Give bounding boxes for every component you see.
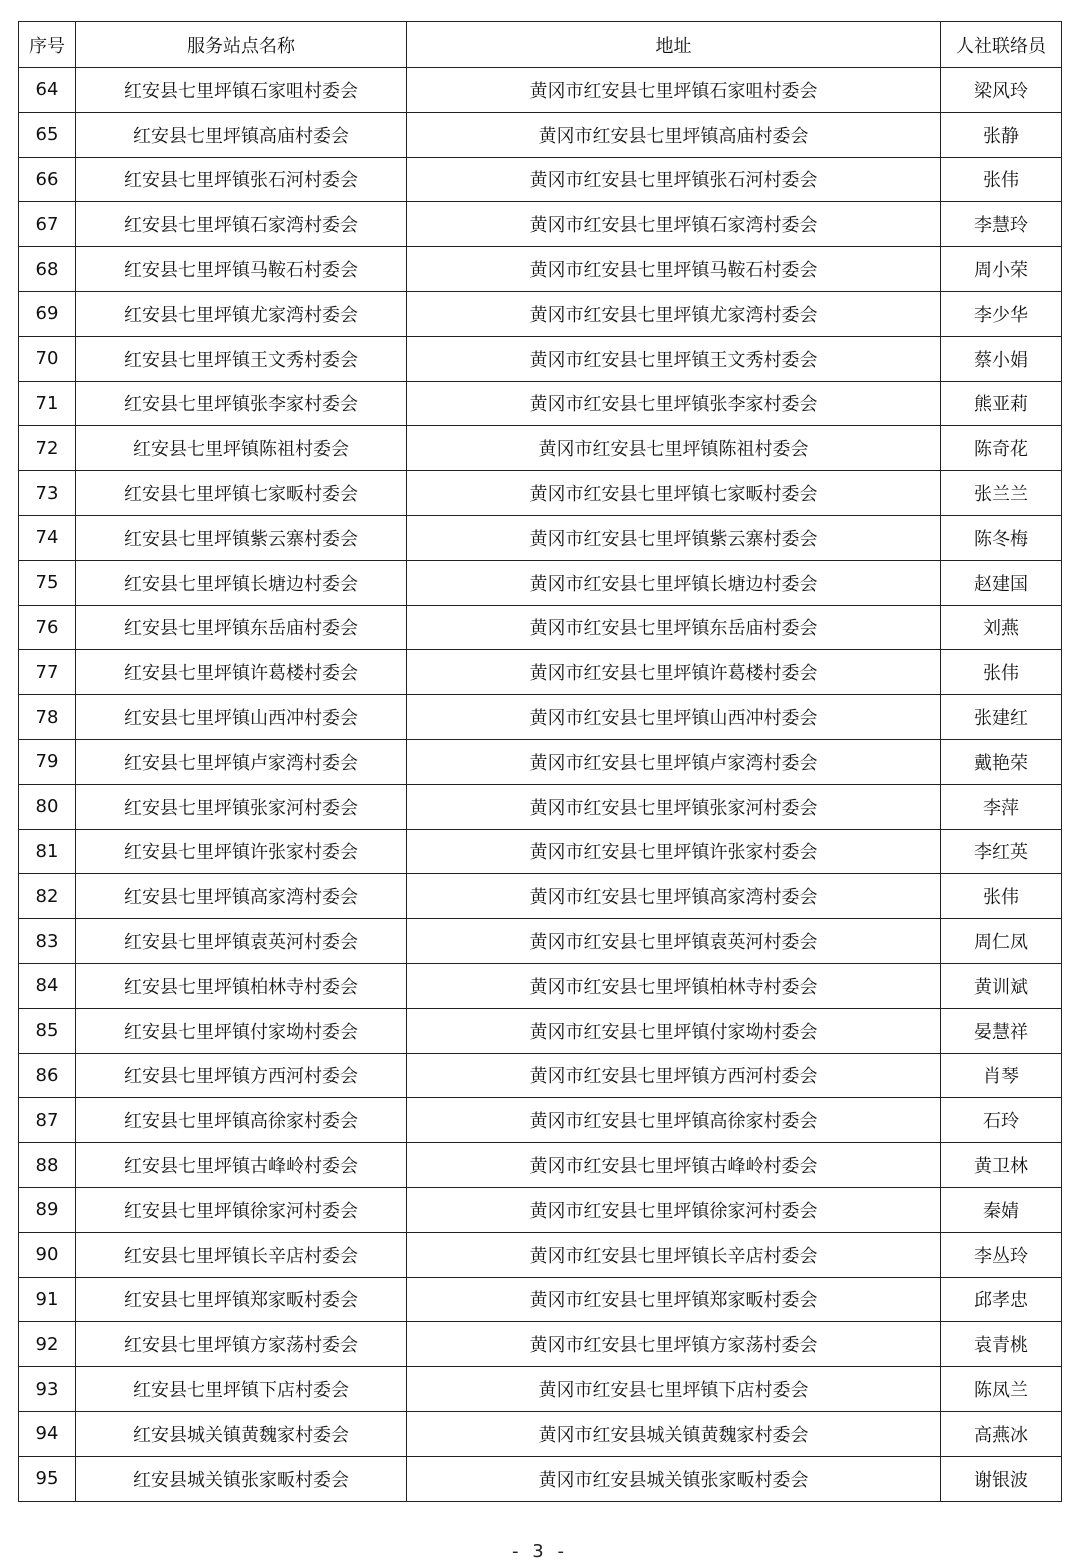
table-row (19, 695, 1062, 740)
cell-address: 黄冈市红安县城关镇黄魏家村委会 (407, 1411, 941, 1456)
cell-number: 85 (19, 1008, 76, 1053)
table-body (19, 68, 1062, 1502)
cell-contact: 秦婧 (941, 1187, 1062, 1232)
cell-address: 黄冈市红安县七里坪镇长辛店村委会 (407, 1232, 941, 1277)
cell-address: 黄冈市红安县七里坪镇七家畈村委会 (407, 471, 941, 516)
table-row (19, 650, 1062, 695)
cell-station-name: 红安县七里坪镇石家咀村委会 (76, 68, 407, 113)
cell-number: 65 (19, 112, 76, 157)
cell-address: 黄冈市红安县七里坪镇马鞍石村委会 (407, 247, 941, 292)
cell-station-name: 红安县城关镇张家畈村委会 (76, 1456, 407, 1501)
cell-address: 黄冈市红安县七里坪镇方西河村委会 (407, 1053, 941, 1098)
cell-station-name: 红安县七里坪镇张家河村委会 (76, 784, 407, 829)
cell-contact: 肖琴 (941, 1053, 1062, 1098)
cell-contact: 黄卫林 (941, 1143, 1062, 1188)
cell-number: 91 (19, 1277, 76, 1322)
cell-station-name: 红安县七里坪镇方家荡村委会 (76, 1322, 407, 1367)
cell-number: 71 (19, 381, 76, 426)
cell-station-name: 红安县七里坪镇尤家湾村委会 (76, 291, 407, 336)
cell-number: 66 (19, 157, 76, 202)
cell-station-name: 红安县七里坪镇柏林寺村委会 (76, 963, 407, 1008)
cell-station-name: 红安县七里坪镇长辛店村委会 (76, 1232, 407, 1277)
table-row (19, 560, 1062, 605)
cell-contact: 李少华 (941, 291, 1062, 336)
cell-contact: 李慧玲 (941, 202, 1062, 247)
cell-station-name: 红安县七里坪镇张李家村委会 (76, 381, 407, 426)
table-row (19, 336, 1062, 381)
cell-number: 75 (19, 560, 76, 605)
table-row (19, 919, 1062, 964)
cell-station-name: 红安县七里坪镇下店村委会 (76, 1367, 407, 1412)
table-row (19, 784, 1062, 829)
cell-address: 黄冈市红安县七里坪镇张李家村委会 (407, 381, 941, 426)
cell-contact: 晏慧祥 (941, 1008, 1062, 1053)
cell-contact: 蔡小娟 (941, 336, 1062, 381)
cell-station-name: 红安县七里坪镇袁英河村委会 (76, 919, 407, 964)
table-row (19, 291, 1062, 336)
cell-number: 89 (19, 1187, 76, 1232)
cell-address: 黄冈市红安县城关镇张家畈村委会 (407, 1456, 941, 1501)
cell-contact: 梁风玲 (941, 68, 1062, 113)
service-station-table (18, 21, 1062, 1502)
cell-number: 86 (19, 1053, 76, 1098)
cell-number: 84 (19, 963, 76, 1008)
cell-number: 77 (19, 650, 76, 695)
cell-address: 黄冈市红安县七里坪镇徐家河村委会 (407, 1187, 941, 1232)
cell-number: 80 (19, 784, 76, 829)
table-row (19, 157, 1062, 202)
cell-contact: 戴艳荣 (941, 739, 1062, 784)
cell-station-name: 红安县七里坪镇紫云寨村委会 (76, 515, 407, 560)
table-row (19, 1277, 1062, 1322)
table-row (19, 1232, 1062, 1277)
cell-contact: 陈凤兰 (941, 1367, 1062, 1412)
cell-station-name: 红安县七里坪镇高家湾村委会 (76, 874, 407, 919)
cell-contact: 张静 (941, 112, 1062, 157)
cell-station-name: 红安县七里坪镇石家湾村委会 (76, 202, 407, 247)
cell-address: 黄冈市红安县七里坪镇下店村委会 (407, 1367, 941, 1412)
cell-address: 黄冈市红安县七里坪镇东岳庙村委会 (407, 605, 941, 650)
table-row (19, 1098, 1062, 1143)
cell-contact: 陈奇花 (941, 426, 1062, 471)
cell-address: 黄冈市红安县七里坪镇石家湾村委会 (407, 202, 941, 247)
cell-contact: 李红英 (941, 829, 1062, 874)
cell-number: 73 (19, 471, 76, 516)
cell-contact: 赵建国 (941, 560, 1062, 605)
cell-contact: 张建红 (941, 695, 1062, 740)
table-row (19, 1143, 1062, 1188)
cell-station-name: 红安县七里坪镇长塘边村委会 (76, 560, 407, 605)
cell-address: 黄冈市红安县七里坪镇石家咀村委会 (407, 68, 941, 113)
cell-number: 90 (19, 1232, 76, 1277)
page-number: - 3 - (512, 1541, 568, 1562)
cell-station-name: 红安县城关镇黄魏家村委会 (76, 1411, 407, 1456)
table-row (19, 202, 1062, 247)
cell-address: 黄冈市红安县七里坪镇袁英河村委会 (407, 919, 941, 964)
table-row (19, 1322, 1062, 1367)
cell-address: 黄冈市红安县七里坪镇张家河村委会 (407, 784, 941, 829)
cell-contact: 石玲 (941, 1098, 1062, 1143)
cell-address: 黄冈市红安县七里坪镇紫云寨村委会 (407, 515, 941, 560)
cell-address: 黄冈市红安县七里坪镇付家坳村委会 (407, 1008, 941, 1053)
header-contact: 人社联络员 (941, 22, 1062, 68)
cell-address: 黄冈市红安县七里坪镇卢家湾村委会 (407, 739, 941, 784)
cell-station-name: 红安县七里坪镇许葛楼村委会 (76, 650, 407, 695)
cell-contact: 邱孝忠 (941, 1277, 1062, 1322)
cell-number: 64 (19, 68, 76, 113)
cell-contact: 李萍 (941, 784, 1062, 829)
table-row (19, 1367, 1062, 1412)
cell-address: 黄冈市红安县七里坪镇张石河村委会 (407, 157, 941, 202)
cell-address: 黄冈市红安县七里坪镇古峰岭村委会 (407, 1143, 941, 1188)
cell-number: 83 (19, 919, 76, 964)
cell-contact: 周小荣 (941, 247, 1062, 292)
cell-station-name: 红安县七里坪镇郑家畈村委会 (76, 1277, 407, 1322)
cell-address: 黄冈市红安县七里坪镇柏林寺村委会 (407, 963, 941, 1008)
cell-address: 黄冈市红安县七里坪镇山西冲村委会 (407, 695, 941, 740)
cell-contact: 李丛玲 (941, 1232, 1062, 1277)
table-row (19, 381, 1062, 426)
cell-station-name: 红安县七里坪镇张石河村委会 (76, 157, 407, 202)
cell-number: 68 (19, 247, 76, 292)
cell-station-name: 红安县七里坪镇高徐家村委会 (76, 1098, 407, 1143)
table-row (19, 874, 1062, 919)
table-row (19, 1187, 1062, 1232)
table-row (19, 1411, 1062, 1456)
table-row (19, 963, 1062, 1008)
cell-address: 黄冈市红安县七里坪镇许张家村委会 (407, 829, 941, 874)
cell-number: 95 (19, 1456, 76, 1501)
cell-number: 92 (19, 1322, 76, 1367)
cell-contact: 熊亚莉 (941, 381, 1062, 426)
table-row (19, 471, 1062, 516)
cell-address: 黄冈市红安县七里坪镇方家荡村委会 (407, 1322, 941, 1367)
cell-number: 87 (19, 1098, 76, 1143)
cell-address: 黄冈市红安县七里坪镇陈祖村委会 (407, 426, 941, 471)
cell-number: 76 (19, 605, 76, 650)
table-row (19, 739, 1062, 784)
table-row (19, 829, 1062, 874)
cell-number: 82 (19, 874, 76, 919)
table-row (19, 605, 1062, 650)
header-number: 序号 (19, 22, 76, 68)
cell-contact: 黄训斌 (941, 963, 1062, 1008)
cell-number: 94 (19, 1411, 76, 1456)
cell-contact: 刘燕 (941, 605, 1062, 650)
table-row (19, 247, 1062, 292)
cell-station-name: 红安县七里坪镇陈祖村委会 (76, 426, 407, 471)
cell-number: 78 (19, 695, 76, 740)
cell-number: 81 (19, 829, 76, 874)
header-station-name: 服务站点名称 (76, 22, 407, 68)
cell-number: 93 (19, 1367, 76, 1412)
cell-address: 黄冈市红安县七里坪镇郑家畈村委会 (407, 1277, 941, 1322)
cell-station-name: 红安县七里坪镇七家畈村委会 (76, 471, 407, 516)
table-row (19, 112, 1062, 157)
cell-station-name: 红安县七里坪镇古峰岭村委会 (76, 1143, 407, 1188)
cell-station-name: 红安县七里坪镇高庙村委会 (76, 112, 407, 157)
cell-station-name: 红安县七里坪镇方西河村委会 (76, 1053, 407, 1098)
table-row (19, 68, 1062, 113)
cell-address: 黄冈市红安县七里坪镇许葛楼村委会 (407, 650, 941, 695)
cell-number: 79 (19, 739, 76, 784)
cell-address: 黄冈市红安县七里坪镇王文秀村委会 (407, 336, 941, 381)
cell-address: 黄冈市红安县七里坪镇高庙村委会 (407, 112, 941, 157)
cell-address: 黄冈市红安县七里坪镇高家湾村委会 (407, 874, 941, 919)
cell-station-name: 红安县七里坪镇王文秀村委会 (76, 336, 407, 381)
cell-contact: 陈冬梅 (941, 515, 1062, 560)
cell-contact: 张伟 (941, 874, 1062, 919)
cell-contact: 张伟 (941, 650, 1062, 695)
cell-contact: 周仁凤 (941, 919, 1062, 964)
cell-number: 88 (19, 1143, 76, 1188)
table-header-row (19, 22, 1062, 68)
cell-number: 70 (19, 336, 76, 381)
cell-contact: 张伟 (941, 157, 1062, 202)
table-row (19, 515, 1062, 560)
cell-contact: 高燕冰 (941, 1411, 1062, 1456)
cell-contact: 袁青桃 (941, 1322, 1062, 1367)
cell-number: 67 (19, 202, 76, 247)
cell-station-name: 红安县七里坪镇付家坳村委会 (76, 1008, 407, 1053)
table-row (19, 1053, 1062, 1098)
cell-station-name: 红安县七里坪镇卢家湾村委会 (76, 739, 407, 784)
table-row (19, 1008, 1062, 1053)
cell-address: 黄冈市红安县七里坪镇长塘边村委会 (407, 560, 941, 605)
header-address: 地址 (407, 22, 941, 68)
cell-contact: 谢银波 (941, 1456, 1062, 1501)
cell-station-name: 红安县七里坪镇马鞍石村委会 (76, 247, 407, 292)
cell-station-name: 红安县七里坪镇山西冲村委会 (76, 695, 407, 740)
cell-address: 黄冈市红安县七里坪镇尤家湾村委会 (407, 291, 941, 336)
cell-number: 74 (19, 515, 76, 560)
cell-station-name: 红安县七里坪镇东岳庙村委会 (76, 605, 407, 650)
cell-station-name: 红安县七里坪镇徐家河村委会 (76, 1187, 407, 1232)
cell-number: 69 (19, 291, 76, 336)
cell-station-name: 红安县七里坪镇许张家村委会 (76, 829, 407, 874)
cell-number: 72 (19, 426, 76, 471)
cell-contact: 张兰兰 (941, 471, 1062, 516)
table-row (19, 426, 1062, 471)
table-row (19, 1456, 1062, 1501)
cell-address: 黄冈市红安县七里坪镇高徐家村委会 (407, 1098, 941, 1143)
